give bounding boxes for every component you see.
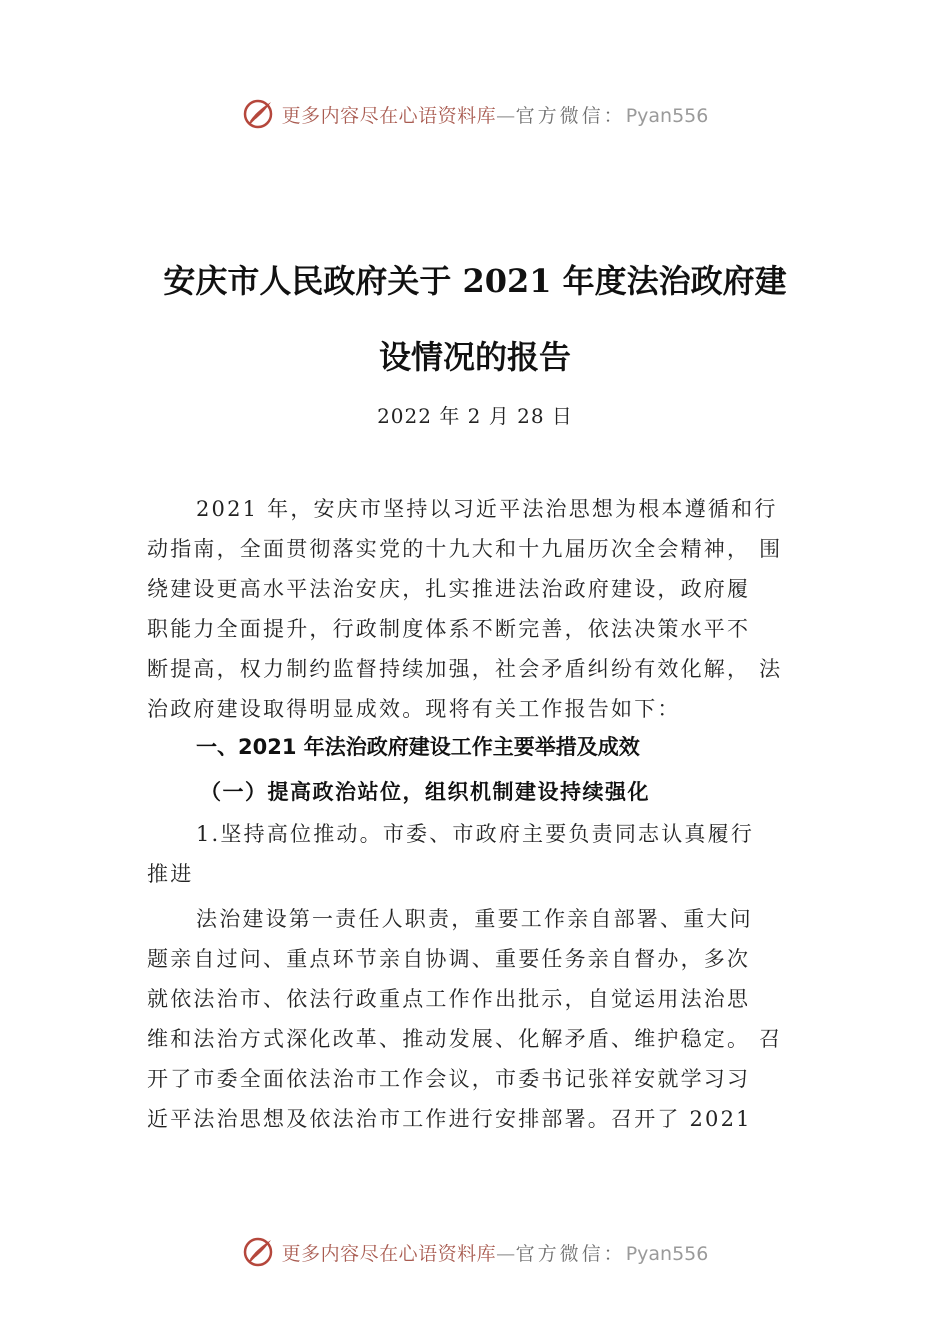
paragraph-line: 法治建设第一责任人职责，重要工作亲自部署、重大问 [196,907,753,931]
watermark-wechat-id: Pyan556 [625,1242,709,1265]
watermark-site-text: 更多内容尽在心语资料库 [281,104,497,127]
document-title-line-2: 设情况的报告 [378,338,571,376]
watermark-banner-top [0,94,950,134]
paragraph-line: 维和法治方式深化改革、推动发展、化解矛盾、维护稳定。 召 [147,1027,783,1051]
watermark-site-text: 更多内容尽在心语资料库 [281,1242,497,1265]
watermark-wechat-id: Pyan556 [625,104,709,127]
item-line: 推进 [147,862,194,886]
document-title-line-1: 安庆市人民政府关于 2021 年度法治政府建 [163,262,787,300]
watermark-banner-bottom [0,1232,950,1272]
watermark-separator: — [496,104,516,127]
paragraph-line: 职能力全面提升，行政制度体系不断完善，依法决策水平不 [147,617,751,641]
paragraph-line: 动指南，全面贯彻落实党的十九大和十九届历次全会精神， 围 [147,537,783,561]
paragraph-line: 开了市委全面依法治市工作会议，市委书记张祥安就学习习 [147,1067,751,1091]
watermark-separator: — [496,1242,516,1265]
paragraph-line: 治政府建设取得明显成效。现将有关工作报告如下： [147,697,681,721]
paragraph-line: 2021 年，安庆市坚持以习近平法治思想为根本遵循和行 [196,497,778,521]
watermark-official-text: 官方微信： [515,1242,626,1265]
paragraph-line: 断提高，权力制约监督持续加强，社会矛盾纠纷有效化解， 法 [147,657,783,681]
document-date: 2022 年 2 月 28 日 [377,404,573,428]
watermark-text [282,101,709,128]
section-heading: 一、2021 年法治政府建设工作主要举措及成效 [196,735,640,759]
item-line: 1.坚持高位推动。市委、市政府主要负责同志认真履行 [196,822,755,846]
subsection-heading: （一）提高政治站位，组织机制建设持续强化 [200,779,650,804]
watermark-text [282,1239,709,1266]
paragraph-line: 近平法治思想及依法治市工作进行安排部署。召开了 2021 [147,1107,752,1131]
paragraph-line: 题亲自过问、重点环节亲自协调、重要任务亲自督办，多次 [147,947,751,971]
watermark-official-text: 官方微信： [515,104,626,127]
quill-pen-logo-icon [242,97,276,131]
quill-pen-logo-icon [242,1235,276,1269]
paragraph-line: 就依法治市、依法行政重点工作作出批示，自觉运用法治思 [147,987,751,1011]
paragraph-line: 绕建设更高水平法治安庆，扎实推进法治政府建设，政府履 [147,577,751,601]
